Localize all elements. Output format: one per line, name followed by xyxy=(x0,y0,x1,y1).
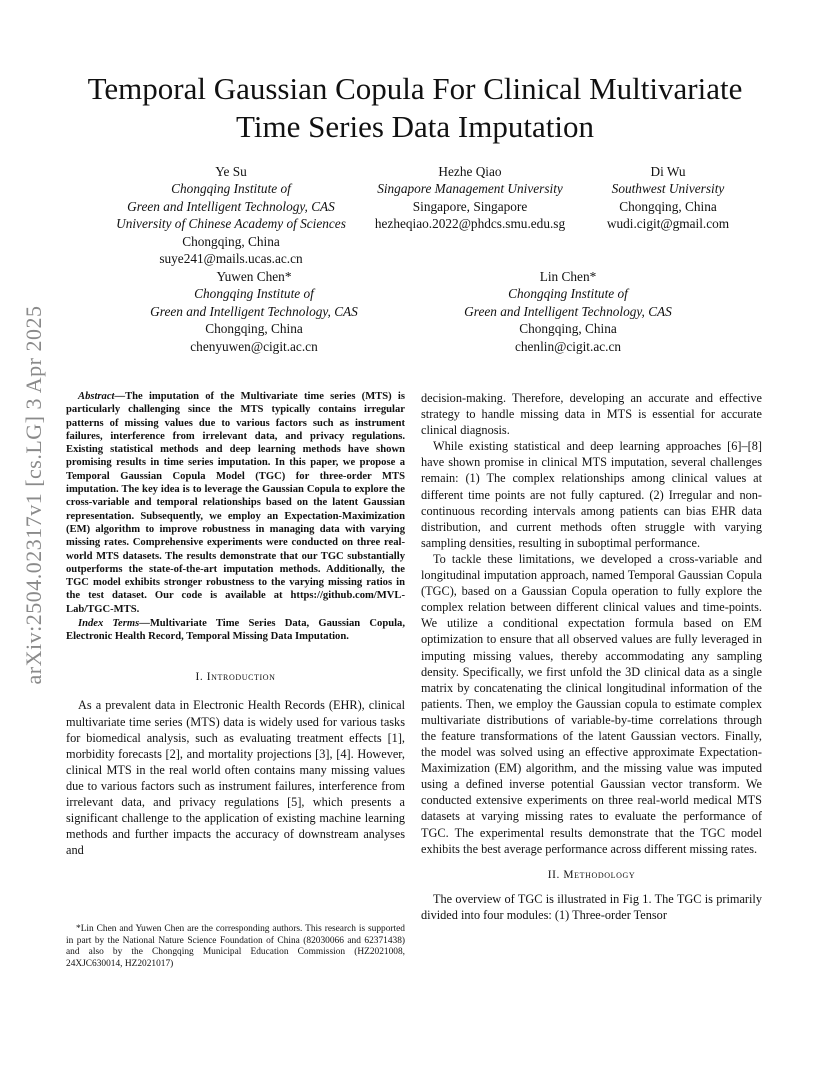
index-terms xyxy=(66,617,405,644)
author-hezhe-qiao xyxy=(356,163,584,233)
section-heading-methodology: II. Methodology xyxy=(547,868,636,881)
author-yuwen-chen xyxy=(118,268,390,355)
author-affiliation: Chongqing Institute of xyxy=(508,286,628,302)
index-terms-text: —Multivariate Time Series Data, Gaussian Copula, Electronic Health Record, Temporal Missing Data Imputation. xyxy=(66,618,405,643)
arxiv-identifier xyxy=(22,290,46,700)
author-location: Singapore, Singapore xyxy=(412,198,528,214)
author-affiliation: Chongqing Institute of xyxy=(194,286,314,302)
index-terms-label: Index Terms xyxy=(78,618,140,630)
paper-title xyxy=(60,70,770,146)
left-column xyxy=(66,390,405,858)
author-location: Chongqing, China xyxy=(619,198,717,214)
title-line-1: Temporal Gaussian Copula For Clinical Multivariate xyxy=(87,71,743,106)
author-name: Hezhe Qiao xyxy=(438,164,502,179)
author-email: wudi.cigit@gmail.com xyxy=(606,216,730,232)
title-line-2: Time Series Data Imputation xyxy=(236,109,594,144)
author-affiliation: Chongqing Institute of xyxy=(171,181,291,197)
author-affiliation: University of Chinese Academy of Sciences xyxy=(116,216,346,232)
author-email: chenyuwen@cigit.ac.cn xyxy=(190,338,318,354)
author-affiliation: Green and Intelligent Technology, CAS xyxy=(464,303,672,319)
author-name: Ye Su xyxy=(215,164,247,179)
intro-paragraph: As a prevalent data in Electronic Health Records (EHR), clinical multivariate time series (MTS) data is widely used for various tasks for biomedical analysis, such as evaluating treatment effects [1], morbidity forecasts [2], and mortality projections [3], [4]. However, clinical MTS in the real world often contains many missing values due to various factors such as instrument failures, interference from irrelevant data, and privacy regulations [5], which presents a significant challenge to the application of existing machine learning methods and further impacts the accuracy of downstream analyses and xyxy=(66,698,405,858)
author-email: hezheqiao.2022@phdcs.smu.edu.sg xyxy=(374,216,566,232)
author-location: Chongqing, China xyxy=(182,233,280,249)
author-name: Di Wu xyxy=(650,164,686,179)
right-column xyxy=(421,390,762,923)
footnote-text: *Lin Chen and Yuwen Chen are the corresponding authors. This research is supported in part by the National Nature Science Foundation of China (82030066 and 62371438) and also by the Chongqing Municipal Education Commission (HZ2021008, 24XJC630014, HZ2021017) xyxy=(66,924,405,969)
author-affiliation: Green and Intelligent Technology, CAS xyxy=(150,303,358,319)
author-di-wu xyxy=(590,163,746,233)
paragraph: The overview of TGC is illustrated in Fig 1. The TGC is primarily divided into four modules: (1) Three-order Tensor xyxy=(421,891,762,922)
author-lin-chen xyxy=(432,268,704,355)
author-ye-su xyxy=(66,163,396,267)
author-affiliation: Singapore Management University xyxy=(377,181,563,197)
author-email: suye241@mails.ucas.ac.cn xyxy=(159,251,303,267)
author-affiliation: Green and Intelligent Technology, CAS xyxy=(127,198,335,214)
abstract xyxy=(66,390,405,616)
paragraph: decision-making. Therefore, developing an accurate and effective strategy to handle missing data in MTS is essential for accurate clinical diagnosis. xyxy=(421,391,762,438)
author-name: Yuwen Chen* xyxy=(216,269,292,284)
section-heading-introduction: I. Introduction xyxy=(195,670,276,683)
author-affiliation: Southwest University xyxy=(611,181,725,197)
author-name: Lin Chen* xyxy=(539,269,597,284)
abstract-label: Abstract xyxy=(78,391,115,402)
abstract-text: —The imputation of the Multivariate time series (MTS) is particularly challenging since the MTS typically contains irregular patterns of missing values due to various factors such as instrument failures, interference from irrelevant data, and privacy regulations. Existing statistical methods and deep learning methods have shown promising results in time series imputation. In this paper, we propose a Temporal Gaussian Copula Model (TGC) for three-order MTS imputation. The key idea is to leverage the Gaussian Copula to explore the cross-variable and temporal relationships based on the latent Gaussian representation. Subsequently, we employ an Expectation-Maximization (EM) algorithm to improve robustness in managing data with varying missing rates. Comprehensive experiments were conducted on three real-world MTS datasets. The results demonstrate that our TGC substantially outperforms the state-of-the-art imputation methods. Additionally, the TGC model exhibits stronger robustness to the varying missing ratios in the test dataset. Our code is available at https://github.com/MVL-Lab/TGC-MTS. xyxy=(66,391,405,615)
author-email: chenlin@cigit.ac.cn xyxy=(514,338,622,354)
author-location: Chongqing, China xyxy=(205,321,303,337)
author-location: Chongqing, China xyxy=(519,321,617,337)
arxiv-id-text: arXiv:2504.02317v1 [cs.LG] 3 Apr 2025 xyxy=(21,305,46,685)
footnote xyxy=(66,924,405,970)
paragraph: While existing statistical and deep learning approaches [6]–[8] have shown promise in clinical MTS imputation, several challenges remain: (1) The complex relationships among clinical values at different time points are not fully captured. (2) Irregular and non-continuous recording intervals among patients can bias EHR data distribution, and current methods often struggle with varying sampling densities, resulting in suboptimal performance. xyxy=(421,439,762,550)
paragraph: To tackle these limitations, we developed a cross-variable and longitudinal imputation approach, named Temporal Gaussian Copula (TGC), based on a Gaussian Copula operation to fully explore the complex relation between different clinical values and time-points. We utilize a conditional expectation formula based on EM optimization to ensure that all observed values are fully leveraged in imputing missing values, thereby accommodating any sampling density. Specifically, we first unfold the 3D clinical data as a single matrix by concatenating the clinical longitudinal information of the patients. Then, we employ the Gaussian copula to estimate complex multivariate distributions of variable-by-time correlations through the feature transformations of the latent Gaussian vectors. Finally, the model was solved using an effective approximate Expectation-Maximization (EM) algorithm, and the missing value was imputed using a defined inverse potential Gaussian vector transform. We conducted extensive experiments on three real-world medical MTS datasets at varying missing rates to evaluate the performance of TGC. The experimental results demonstrate that the TGC model exhibits the best average performance across different missing rates. xyxy=(421,551,762,856)
